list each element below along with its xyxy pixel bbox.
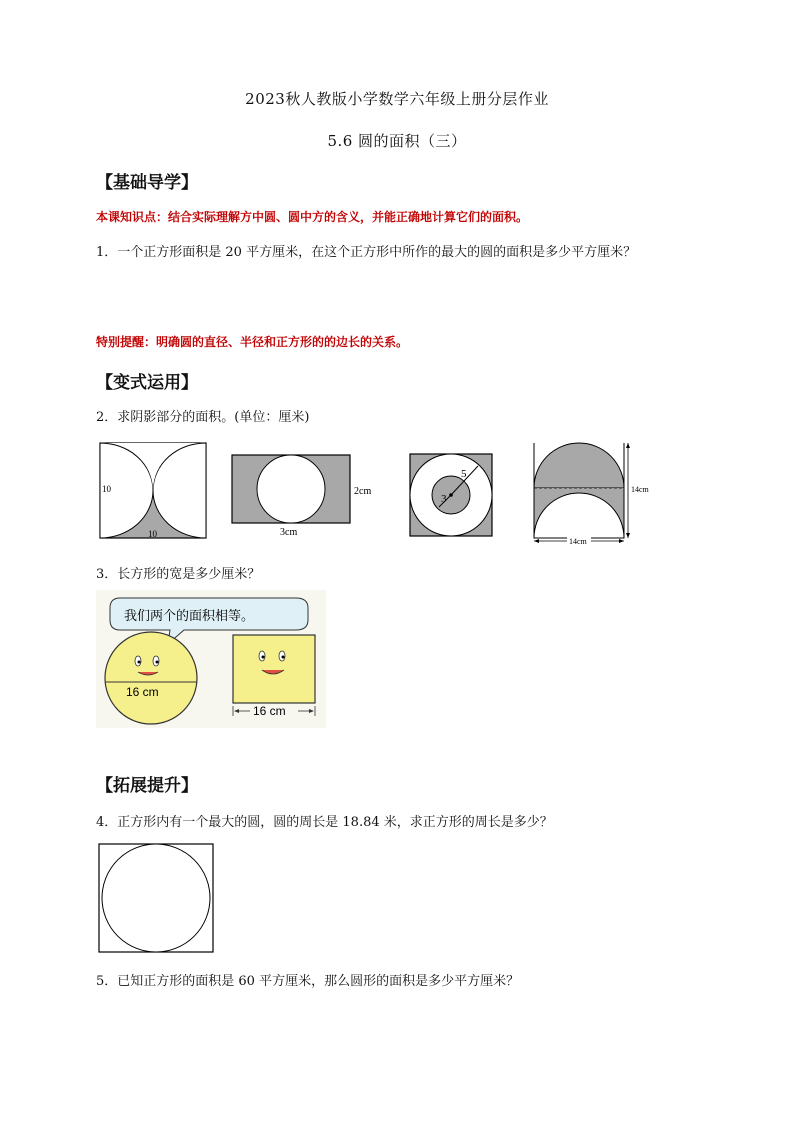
figure-2-rect-circle xyxy=(230,452,380,542)
fig2-bottom-label: 3cm xyxy=(280,527,298,538)
figure-q3-circle-rect xyxy=(96,590,326,728)
figure-q4-square-circle xyxy=(98,843,216,955)
section-basic-heading: 【基础导学】 xyxy=(96,173,198,193)
fig3-outer-label: 5 xyxy=(461,468,467,480)
rect-label: 16 cm xyxy=(253,704,286,718)
fig4-width-label: 14cm xyxy=(569,537,587,546)
section-variant-heading: 【变式运用】 xyxy=(96,373,198,393)
figure-4-square-halfcircles xyxy=(532,440,657,545)
circle-label: 16 cm xyxy=(126,685,159,699)
fig3-inner-label: 3 xyxy=(441,493,447,505)
fig4-height-label: 14cm xyxy=(631,485,649,494)
question-5: 5．已知正方形的面积是 60 平方厘米，那么圆形的面积是多少平方厘米？ xyxy=(96,974,520,989)
knowledge-note: 本课知识点：结合实际理解方中圆、圆中方的含义，并能正确地计算它们的面积。 xyxy=(96,210,529,224)
figure-1-square-semicircles xyxy=(96,440,216,545)
section-extend-heading: 【拓展提升】 xyxy=(96,776,198,796)
page-title: 2023秋人教版小学数学六年级上册分层作业 xyxy=(245,90,549,108)
fig2-side-label: 2cm xyxy=(354,486,372,497)
question-1: 1．一个正方形面积是 20 平方厘米，在这个正方形中所作的最大的圆的面积是多少平方厘米？ xyxy=(96,245,637,260)
fig1-bottom-label: 10 xyxy=(148,529,157,539)
fig1-side-label: 10 xyxy=(102,484,111,494)
speech-text: 我们两个的面积相等。 xyxy=(124,609,255,624)
figure-3-square-ring xyxy=(408,452,498,542)
reminder-note: 特别提醒：明确圆的直径、半径和正方形的的边长的关系。 xyxy=(96,335,409,349)
page-subtitle: 5.6 圆的面积（三） xyxy=(327,132,467,150)
question-4: 4．正方形内有一个最大的圆，圆的周长是 18.84 米，求正方形的周长是多少？ xyxy=(96,815,553,830)
question-3: 3．长方形的宽是多少厘米？ xyxy=(96,567,261,582)
question-2: 2．求阴影部分的面积。(单位：厘米) xyxy=(96,410,310,425)
